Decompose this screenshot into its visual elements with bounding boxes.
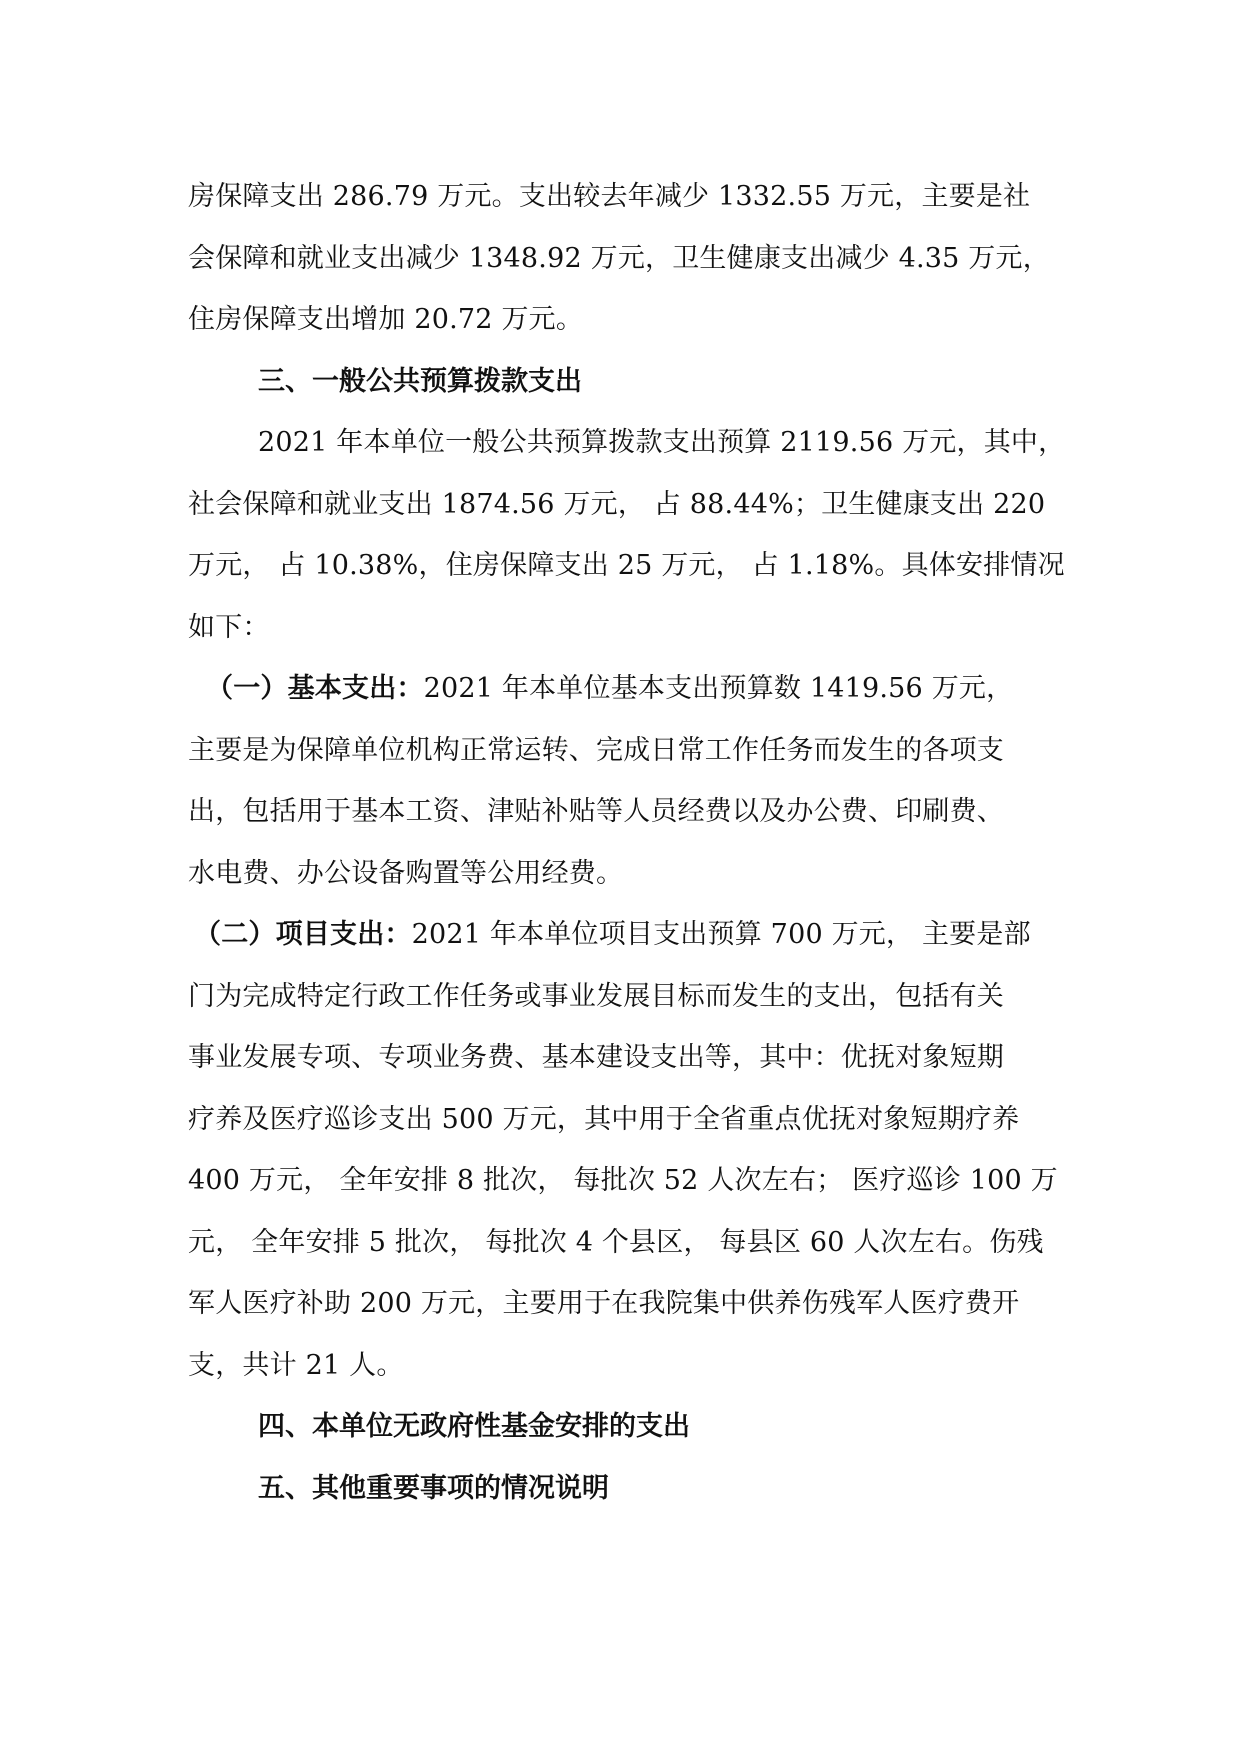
subsection-label-basic: （一）基本支出：: [206, 673, 424, 704]
text-line: [188, 658, 1050, 720]
text-line: 元， 全年安排 5 批次， 每批次 4 个县区， 每县区 60 人次左右。伤残: [188, 1226, 1044, 1258]
text-line: 出，包括用于基本工资、津贴补贴等人员经费以及办公费、印刷费、: [188, 796, 1004, 827]
text-line: 疗养及医疗巡诊支出 500 万元，其中用于全省重点优抚对象短期疗养: [188, 1103, 1020, 1135]
subsection-label-project: （二）项目支出：: [194, 919, 412, 950]
text-line: 会保障和就业支出减少 1348.92 万元，卫生健康支出减少 4.35 万元，: [188, 242, 1050, 274]
text-run: 2021 年本单位项目支出预算 700 万元， 主要是部: [411, 919, 1031, 950]
section3-intro-paragraph: [188, 412, 1066, 658]
text-line: 军人医疗补助 200 万元，主要用于在我院集中供养伤残军人医疗费开: [188, 1288, 1020, 1319]
text-line: 万元， 占 10.38%，住房保障支出 25 万元， 占 1.18%。具体安排情况: [188, 550, 1065, 581]
text-line: 门为完成特定行政工作任务或事业发展目标而发生的支出，包括有关: [188, 980, 1004, 1012]
text-line: 房保障支出 286.79 万元。支出较去年减少 1332.55 万元，主要是社: [188, 181, 1031, 212]
section-heading-3: 三、一般公共预算拨款支出: [258, 365, 582, 397]
text-line: 事业发展专项、专项业务费、基本建设支出等，其中：优抚对象短期: [188, 1042, 1004, 1073]
text-line: 住房保障支出增加 20.72 万元。: [188, 304, 584, 335]
document-page: [188, 166, 1066, 1519]
text-line: 如下：: [188, 611, 270, 643]
text-line: 支，共计 21 人。: [188, 1349, 404, 1381]
project-expenditure-paragraph: [188, 904, 1058, 1396]
basic-expenditure-paragraph: [188, 658, 1050, 904]
text-line: 水电费、办公设备购置等公用经费。: [188, 857, 624, 889]
text-line: 2021 年本单位一般公共预算拨款支出预算 2119.56 万元，其中，: [258, 427, 1066, 458]
section-heading-5: 五、其他重要事项的情况说明: [258, 1472, 609, 1504]
text-line: [188, 904, 1050, 966]
text-line: 主要是为保障单位机构正常运转、完成日常工作任务而发生的各项支: [188, 734, 1004, 766]
continuation-paragraph: [188, 166, 1050, 351]
text-run: 2021 年本单位基本支出预算数 1419.56 万元，: [423, 673, 1014, 704]
section-heading-4: 四、本单位无政府性基金安排的支出: [258, 1411, 690, 1442]
text-line: 400 万元， 全年安排 8 批次， 每批次 52 人次左右； 医疗巡诊 100 万: [188, 1165, 1058, 1196]
text-line: 社会保障和就业支出 1874.56 万元， 占 88.44%；卫生健康支出 220: [188, 488, 1046, 520]
